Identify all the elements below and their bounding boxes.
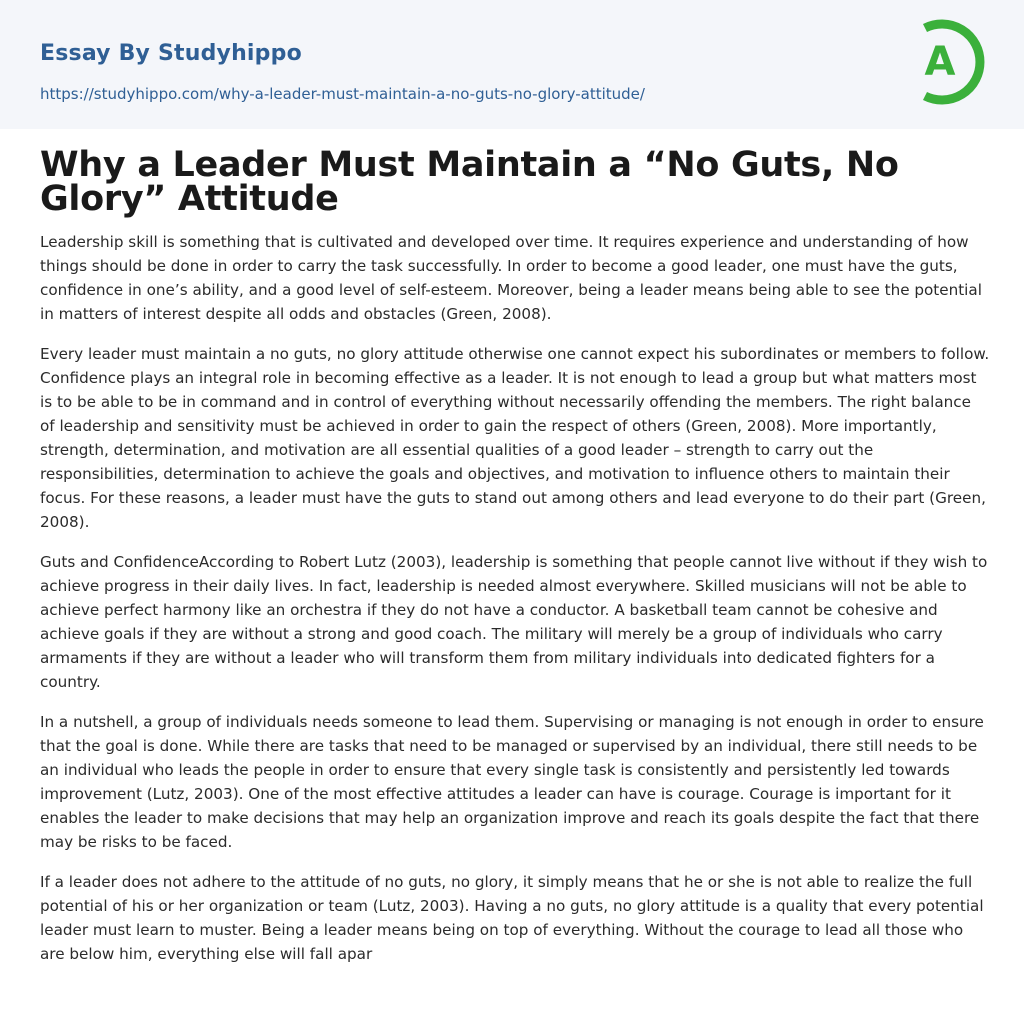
essay-paragraph-4: In a nutshell, a group of individuals needs someone to lead them. Supervising or managing is not enough in order to ensure that the goal is done. While there are tasks that need to be managed or supervised by an individual, there still needs to be an individual who leads the people in order to ensure that every single task is consistently and persistently led towards improvement (Lutz, 2003). One of the most effective attitudes a leader can have is courage. Courage is important for it enables the leader to make decisions that may help an organization improve and reach its goals despite the fact that there may be risks to be faced. <box>40 713 984 851</box>
essay-title: Why a Leader Must Maintain a “No Guts, No Glory” Attitude <box>40 145 899 219</box>
source-url-link[interactable]: https://studyhippo.com/why-a-leader-must-maintain-a-no-guts-no-glory-attitude/ <box>40 85 645 103</box>
site-header <box>0 0 1024 129</box>
studyhippo-logo-icon[interactable] <box>906 17 990 107</box>
essay-paragraph-3: Guts and ConfidenceAccording to Robert Lutz (2003), leadership is something that people cannot live without if they wish to achieve progress in their daily lives. In fact, leadership is needed almost everywhere. Skilled musicians will not be able to achieve perfect harmony like an orchestra if they do not have a conductor. A basketball team cannot be cohesive and achieve goals if they are without a strong and good coach. The military will merely be a group of individuals who carry armaments if they are without a leader who will transform them from military individuals into dedicated fighters for a country. <box>40 553 988 691</box>
essay-content <box>40 145 990 982</box>
essay-paragraph-5: If a leader does not adhere to the attitude of no guts, no glory, it simply means that he or she is not able to realize the full potential of his or her organization or team (Lutz, 2003). Having a no guts, no glory attitude is a quality that every potential leader must learn to muster. Being a leader means being on top of everything. Without the courage to lead all those who are below him, everything else will fall apar <box>40 873 984 963</box>
essay-paragraph-2: Every leader must maintain a no guts, no glory attitude otherwise one cannot expect his subordinates or members to follow. Confidence plays an integral role in becoming effective as a leader. It is not enough to lead a group but what matters most is to be able to be in command and in control of everything without necessarily offending the members. The right balance of leadership and sensitivity must be achieved in order to gain the respect of others (Green, 2008). More importantly, strength, determination, and motivation are all essential qualities of a good leader – strength to carry out the responsibilities, determination to achieve the goals and objectives, and motivation to influence others to maintain their focus. For these reasons, a leader must have the guts to stand out among others and lead everyone to do their part (Green, 2008). <box>40 345 990 531</box>
brand-title[interactable]: Essay By Studyhippo <box>40 41 302 66</box>
logo-letter: A <box>924 39 956 85</box>
essay-paragraph-1: Leadership skill is something that is cultivated and developed over time. It requires experience and understanding of how things should be done in order to carry the task successfully. In order to become a good leader, one must have the guts, confidence in one’s ability, and a good level of self-esteem. Moreover, being a leader means being able to see the potential in matters of interest despite all odds and obstacles (Green, 2008). <box>40 233 982 323</box>
